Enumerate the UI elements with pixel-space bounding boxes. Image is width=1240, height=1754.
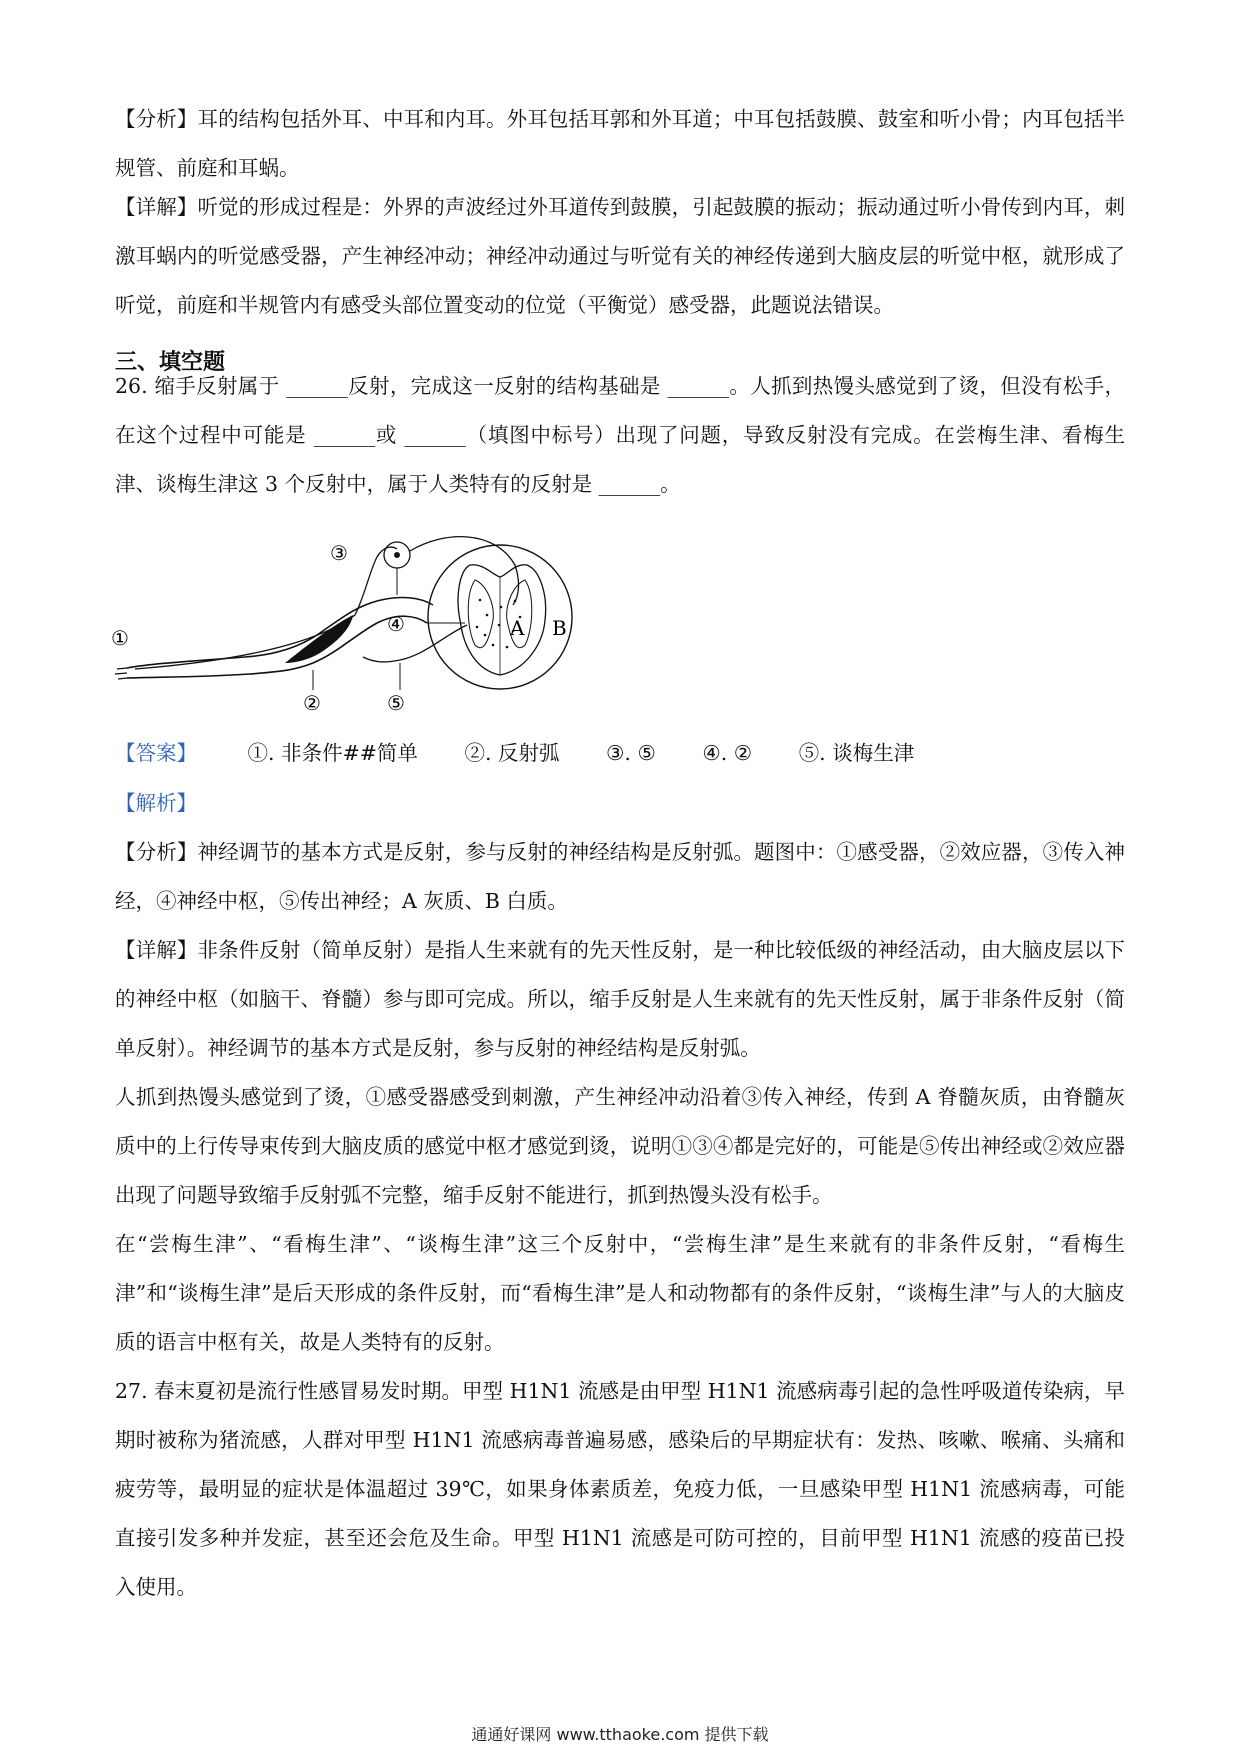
figure-label-4: ④ (387, 612, 405, 636)
answer-label: 【答案】 (115, 741, 197, 765)
page-footer: 通通好课网 www.tthaoke.com 提供下载 (471, 1725, 769, 1744)
answer-item-5: ⑤. 谈梅生津 (798, 741, 915, 765)
figure-label-B: B (552, 616, 567, 640)
answer-line (115, 736, 954, 770)
figure-label-A: A (510, 616, 525, 640)
jiexi-label: 【解析】 (115, 791, 197, 815)
answer-item-4: ④. ② (702, 741, 753, 765)
detail-paragraph-26b: 人抓到热馒头感觉到了烫，①感受器感受到刺激，产生神经冲动沿着③传入神经，传到 A 脊髓灰质，由脊髓灰质中的上行传导束传到大脑皮质的感觉中枢才感觉到烫，说明①③④都是完好的，可能是⑤传出神经或②效应器出现了问题导致缩手反射弧不完整，缩手反射不能进行，抓到热馒头没有松手。 (115, 1085, 1125, 1207)
question-27: 27. 春末夏初是流行性感冒易发时期。甲型 H1N1 流感是由甲型 H1N1 流感病毒引起的急性呼吸道传染病，早期时被称为猪流感，人群对甲型 H1N1 流感病毒普遍易感，感染后的早期症状有：发热、咳嗽、喉痛、头痛和疲劳等，最明显的症状是体温超过 39℃，如果身体素质差，免疫力低，一旦感染甲型 H1N1 流感病毒，可能直接引发多种并发症，甚至还会危及生命。甲型 H1N1 流感是可防可控的，目前甲型 H1N1 流感的疫苗已投入使用。 (115, 1379, 1125, 1599)
section-title: 三、填空题 (115, 350, 226, 375)
figure-label-5: ⑤ (387, 691, 405, 715)
detail-paragraph-26a: 【详解】非条件反射（简单反射）是指人生来就有的先天性反射，是一种比较低级的神经活动，由大脑皮层以下的神经中枢（如脑干、脊髓）参与即可完成。所以，缩手反射是人生来就有的先天性反射，属于非条件反射（简单反射）。神经调节的基本方式是反射，参与反射的神经结构是反射弧。 (115, 938, 1125, 1060)
detail-paragraph-25: 【详解】听觉的形成过程是：外界的声波经过外耳道传到鼓膜，引起鼓膜的振动；振动通过听小骨传到内耳，刺激耳蜗内的听觉感受器，产生神经冲动；神经冲动通过与听觉有关的神经传递到大脑皮层的听觉中枢，就形成了听觉，前庭和半规管内有感受头部位置变动的位觉（平衡觉）感受器，此题说法错误。 (115, 195, 1125, 317)
figure-label-2: ② (303, 691, 321, 715)
question-26: 26. 缩手反射属于 ______反射，完成这一反射的结构基础是 ______。人抓到热馒头感觉到了烫，但没有松手，在这个过程中可能是 ______或 ______（填图中标号）出现了问题，导致反射没有完成。在尝梅生津、看梅生津、谈梅生津这 3 个反射中，属于人类特有的反射是 ______。 (115, 374, 1125, 496)
reflex-arc-figure (111, 535, 655, 735)
analysis-paragraph-26: 【分析】神经调节的基本方式是反射，参与反射的神经结构是反射弧。题图中：①感受器，②效应器，③传入神经，④神经中枢，⑤传出神经；A 灰质、B 白质。 (115, 840, 1125, 913)
figure-label-3: ③ (330, 541, 348, 565)
answer-item-1: ①. 非条件##简单 (247, 741, 418, 765)
detail-paragraph-26c: 在“尝梅生津”、“看梅生津”、“谈梅生津”这三个反射中，“尝梅生津”是生来就有的非条件反射，“看梅生津”和“谈梅生津”是后天形成的条件反射，而“看梅生津”是人和动物都有的条件反射，“谈梅生津”与人的大脑皮质的语言中枢有关，故是人类特有的反射。 (115, 1232, 1125, 1354)
answer-item-2: ②. 反射弧 (464, 741, 560, 765)
answer-item-3: ③. ⑤ (606, 741, 656, 765)
analysis-paragraph-25: 【分析】耳的结构包括外耳、中耳和内耳。外耳包括耳郭和外耳道；中耳包括鼓膜、鼓室和听小骨；内耳包括半规管、前庭和耳蜗。 (115, 107, 1125, 180)
figure-label-1: ① (111, 626, 129, 650)
